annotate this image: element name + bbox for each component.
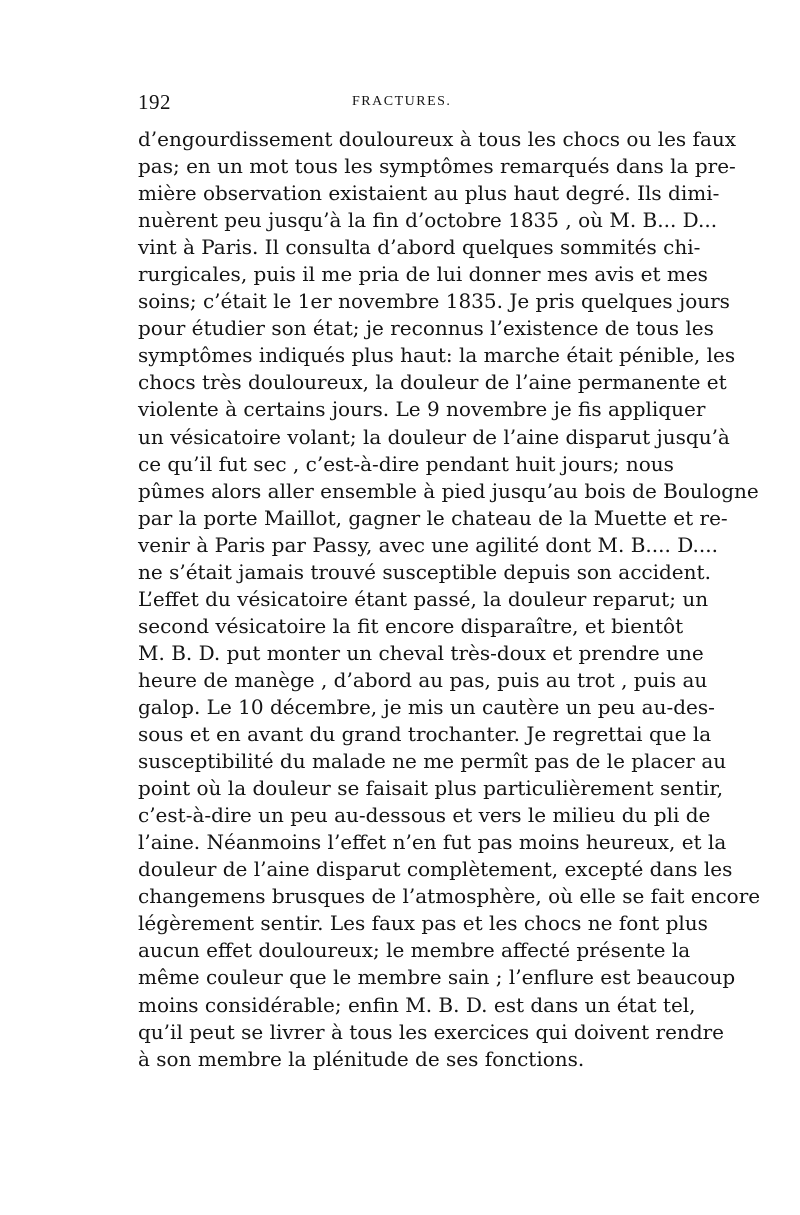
text-line: légèrement sentir. Les faux pas et les chocs ne font plus [138, 911, 708, 936]
text-line: nuèrent peu jusqu’à la fin d’octobre 1835 , où M. B... D... [138, 208, 718, 233]
text-line: pas; en un mot tous les symptômes remarqués dans la pre- [138, 154, 736, 179]
text-line: même couleur que le membre sain ; l’enflure est beaucoup [138, 965, 736, 990]
text-line: changemens brusques de l’atmosphère, où elle se fait encore [138, 884, 761, 909]
text-line: M. B. D. put monter un cheval très-doux et prendre une [138, 640, 704, 665]
text-line: heure de manège , d’abord au pas, puis au trot , puis au [138, 667, 708, 692]
page-header [138, 90, 668, 114]
text-line: susceptibilité du malade ne me permît pas de le placer au [138, 749, 727, 774]
running-title: FRACTURES. [352, 94, 452, 109]
text-line: chocs très douloureux, la douleur de l’aine permanente et [138, 370, 727, 395]
body-text [138, 126, 761, 1073]
page-number: 192 [138, 90, 171, 114]
text-line: d’engourdissement douloureux à tous les chocs ou les faux [138, 127, 737, 151]
text-line: douleur de l’aine disparut complètement, excepté dans les [138, 857, 733, 882]
text-line: mière observation existaient au plus haut degré. Ils dimi- [138, 181, 720, 206]
text-line: vint à Paris. Il consulta d’abord quelques sommités chi- [138, 235, 701, 260]
text-line: un vésicatoire volant; la douleur de l’aine disparut jusqu’à [138, 424, 730, 449]
text-line: c’est-à-dire un peu au-dessous et vers le milieu du pli de [138, 803, 711, 828]
text-line: par la porte Maillot, gagner le chateau de la Muette et re- [138, 505, 728, 530]
text-line: ne s’était jamais trouvé susceptible depuis son accident. [138, 559, 711, 584]
text-line: l’aine. Néanmoins l’effet n’en fut pas moins heureux, et la [138, 830, 727, 855]
text-line: violente à certains jours. Le 9 novembre je fis appliquer [138, 397, 706, 422]
text-line: aucun effet douloureux; le membre affecté présente la [138, 938, 691, 963]
text-line: qu’il peut se livrer à tous les exercices qui doivent rendre [138, 1019, 725, 1044]
text-line: symptômes indiqués plus haut: la marche était pénible, les [138, 343, 736, 368]
text-line: venir à Paris par Passy, avec une agilité dont M. B.... D.... [138, 532, 718, 557]
text-line: soins; c’était le 1er novembre 1835. Je pris quelques jours [138, 289, 730, 314]
text-line: second vésicatoire la fit encore disparaître, et bientôt [138, 613, 684, 638]
text-line: ce qu’il fut sec , c’est-à-dire pendant huit jours; nous [138, 451, 674, 476]
text-line: galop. Le 10 décembre, je mis un cautère un peu au-des- [138, 694, 715, 719]
text-line: L’effet du vésicatoire étant passé, la douleur reparut; un [138, 586, 709, 611]
text-line: moins considérable; enfin M. B. D. est dans un état tel, [138, 992, 696, 1017]
text-line: pûmes alors aller ensemble à pied jusqu’au bois de Boulogne [138, 478, 759, 503]
text-line: à son membre la plénitude de ses fonctions. [138, 1046, 585, 1071]
text-line: rurgicales, puis il me pria de lui donner mes avis et mes [138, 262, 708, 287]
text-line: pour étudier son état; je reconnus l’existence de tous les [138, 316, 714, 341]
text-line: point où la douleur se faisait plus particulièrement sentir, [138, 776, 724, 801]
text-line: sous et en avant du grand trochanter. Je regrettai que la [138, 722, 712, 747]
